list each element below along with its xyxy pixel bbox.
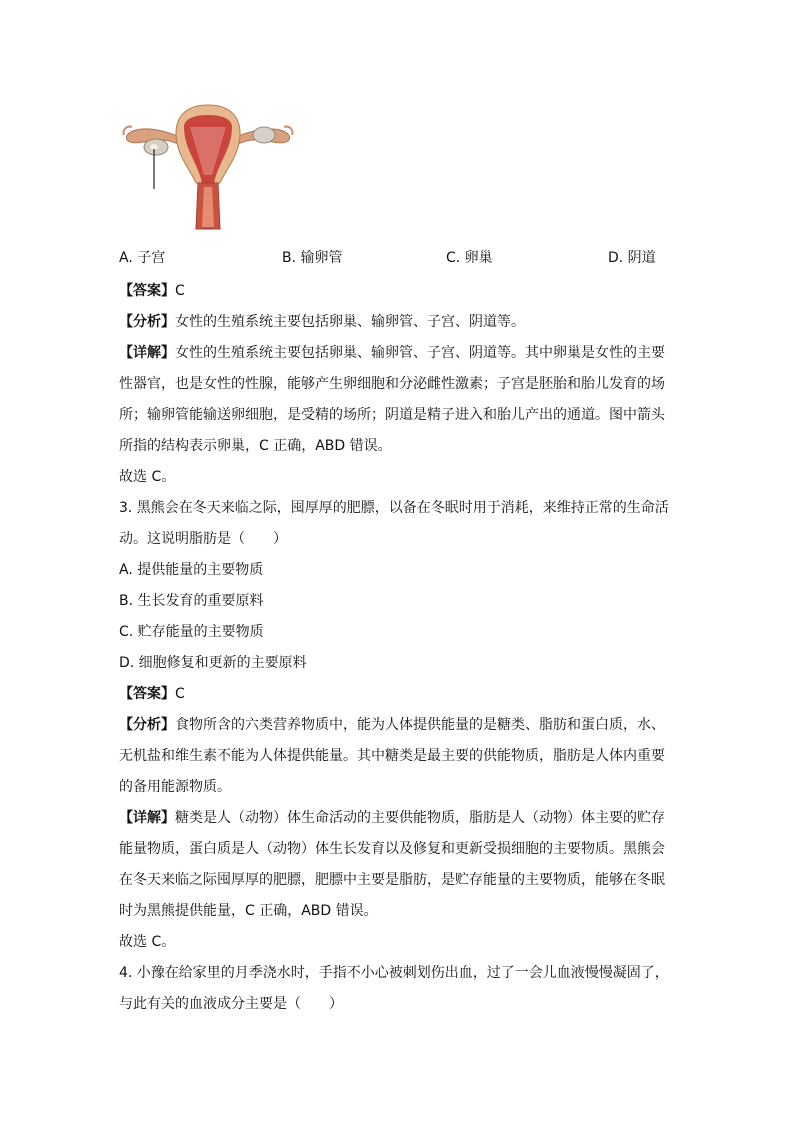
detail-tag: 【详解】 bbox=[119, 810, 175, 826]
q3-option-c: C. 贮存能量的主要物质 bbox=[119, 624, 264, 640]
q3-analysis-line bbox=[119, 714, 679, 736]
answer-tag: 【答案】 bbox=[119, 686, 175, 702]
q2-option-c: C. 卵巢 bbox=[446, 250, 493, 266]
q2-detail-line: 所指的结构表示卵巢，C 正确，ABD 错误。 bbox=[119, 438, 392, 454]
q2-analysis bbox=[119, 311, 679, 333]
q3-option-b: B. 生长发育的重要原料 bbox=[119, 593, 264, 609]
q2-option-a: A. 子宫 bbox=[119, 250, 166, 266]
q2-detail-line bbox=[119, 342, 679, 364]
q3-analysis-line: 无机盐和维生素不能为人体提供能量。其中糖类是最主要的供能物质，脂肪是人体内重要 bbox=[119, 748, 665, 764]
q3-conclusion: 故选 C。 bbox=[119, 934, 176, 950]
q2-conclusion: 故选 C。 bbox=[119, 469, 176, 485]
answer-tag: 【答案】 bbox=[119, 283, 175, 299]
q2-detail-line: 性器官，也是女性的性腺，能够产生卵细胞和分泌雌性激素；子宫是胚胎和胎儿发育的场 bbox=[119, 376, 665, 392]
q3-option-d: D. 细胞修复和更新的主要原料 bbox=[119, 655, 307, 671]
detail-text: 糖类是人（动物）体生命活动的主要供能物质，脂肪是人（动物）体主要的贮存 bbox=[175, 810, 665, 826]
q3-detail-line: 时为黑熊提供能量，C 正确，ABD 错误。 bbox=[119, 903, 378, 919]
q3-answer bbox=[119, 683, 679, 705]
q2-option-d: D. 阴道 bbox=[608, 250, 656, 266]
q3-stem: 3. 黑熊会在冬天来临之际，囤厚厚的肥膘，以备在冬眠时用于消耗，来维持正常的生命活 bbox=[119, 500, 669, 516]
analysis-text: 食物所含的六类营养物质中，能为人体提供能量的是糖类、脂肪和蛋白质，水、 bbox=[175, 717, 665, 733]
answer-value: C bbox=[175, 686, 185, 702]
q3-detail-line: 能量物质，蛋白质是人（动物）体生长发育以及修复和更新受损细胞的主要物质。黑熊会 bbox=[119, 841, 665, 857]
answer-value: C bbox=[175, 283, 185, 299]
q3-stem: 动。这说明脂肪是（ ） bbox=[119, 531, 287, 547]
uterus-diagram bbox=[118, 97, 298, 237]
detail-text: 女性的生殖系统主要包括卵巢、输卵管、子宫、阴道等。其中卵巢是女性的主要 bbox=[175, 345, 665, 361]
q4-stem: 与此有关的血液成分主要是（ ） bbox=[119, 996, 343, 1012]
q4-stem: 4. 小豫在给家里的月季浇水时，手指不小心被刺划伤出血，过了一会儿血液慢慢凝固了， bbox=[119, 965, 669, 981]
analysis-text: 女性的生殖系统主要包括卵巢、输卵管、子宫、阴道等。 bbox=[175, 314, 525, 330]
detail-tag: 【详解】 bbox=[119, 345, 175, 361]
q3-analysis-line: 的备用能源物质。 bbox=[119, 779, 231, 795]
q2-answer bbox=[119, 280, 679, 302]
q3-detail-line bbox=[119, 807, 679, 829]
q2-detail-line: 所；输卵管能输送卵细胞，是受精的场所；阴道是精子进入和胎儿产出的通道。图中箭头 bbox=[119, 407, 665, 423]
q2-option-b: B. 输卵管 bbox=[282, 250, 343, 266]
analysis-tag: 【分析】 bbox=[119, 717, 175, 733]
q2-options bbox=[0, 247, 794, 269]
analysis-tag: 【分析】 bbox=[119, 314, 175, 330]
q3-detail-line: 在冬天来临之际囤厚厚的肥膘，肥膘中主要是脂肪，是贮存能量的主要物质，能够在冬眠 bbox=[119, 872, 665, 888]
q3-option-a: A. 提供能量的主要物质 bbox=[119, 562, 264, 578]
